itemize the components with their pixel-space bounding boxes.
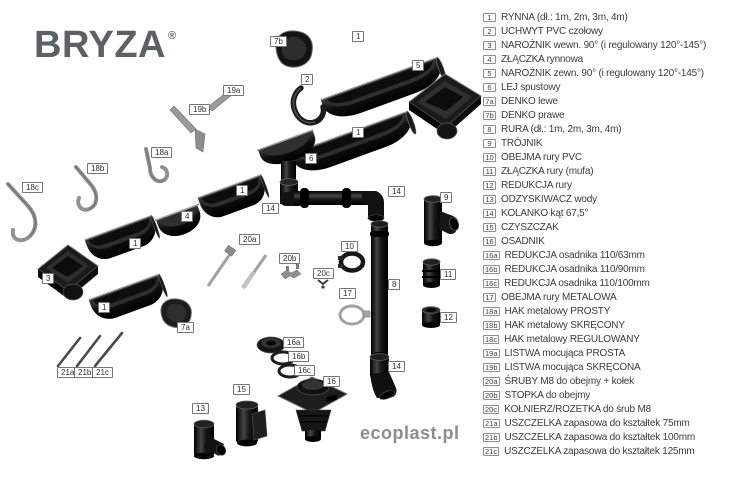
legend-row: [483, 24, 748, 38]
legend-label: USZCZELKA zapasowa do kształtek 75mm: [504, 417, 690, 429]
legend-label: STOPKA do obejmy: [504, 389, 591, 401]
legend-number-box: 9: [483, 139, 496, 148]
legend-row: [483, 444, 748, 458]
part-label-number: 21a: [61, 368, 75, 377]
legend-label: ZŁĄCZKA rury (mufa): [501, 165, 594, 177]
part-label-number: 9: [444, 193, 449, 202]
legend-number-box: 18c: [485, 334, 498, 344]
legend-label: REDUKCJA osadnika 110/63mm: [504, 249, 645, 261]
legend-row: [483, 416, 748, 430]
legend-label: CZYSZCZAK: [501, 221, 559, 233]
part-elbow: [370, 354, 397, 402]
legend-label: HAK metalowy PROSTY: [504, 305, 611, 317]
part-metal-hook-adjustable: [8, 184, 35, 240]
legend-number-box: 21c: [485, 446, 498, 456]
legend-label: OBEJMA rury METALOWA: [501, 291, 617, 303]
legend-row: [483, 234, 748, 248]
part-label-number: 20a: [243, 235, 257, 244]
part-gutter-segment: [85, 215, 162, 264]
part-label-number: 14: [266, 204, 275, 213]
part-inner-corner: [38, 245, 98, 300]
legend-label: UCHWYT PVC czołowy: [501, 25, 603, 37]
legend: [483, 10, 748, 458]
legend-row: [483, 248, 748, 262]
legend-row: [483, 164, 748, 178]
part-label-number: 5: [416, 61, 421, 70]
part-pvc-hook: [293, 88, 323, 123]
part-label-number: 1: [356, 128, 361, 137]
legend-number-box: 5: [483, 69, 496, 78]
legend-row: [483, 332, 748, 346]
part-cleanout: [236, 401, 267, 446]
legend-label: LEJ spustowy: [501, 81, 561, 93]
legend-label: ŚRUBY M8 do obejmy + kołek: [504, 375, 634, 387]
legend-number-box: 13: [483, 195, 496, 204]
legend-number-box: 20b: [485, 390, 498, 400]
legend-row: [483, 136, 748, 150]
watermark-text: ecoplast.pl: [360, 423, 460, 443]
legend-label: ODZYSKIWACZ wody: [501, 193, 597, 205]
legend-number-box: 1: [483, 13, 496, 22]
legend-number-box: 18a: [485, 306, 498, 316]
legend-row: [483, 318, 748, 332]
part-trap-reducer-100: [279, 365, 301, 377]
part-label-number: 4: [185, 212, 190, 221]
legend-number-box: 18b: [485, 320, 498, 330]
part-label-number: 17: [343, 289, 352, 298]
part-trap-reducer-63: [257, 337, 285, 353]
part-metal-hook-twisted: [76, 167, 96, 210]
part-label-number: 21c: [96, 368, 109, 377]
legend-number-box: 2: [483, 27, 496, 36]
part-elbow-assembly: [280, 179, 384, 222]
part-end-cap-right: [276, 31, 313, 67]
legend-row: [483, 52, 748, 66]
part-gaskets: [58, 333, 122, 366]
legend-number-box: 21b: [485, 432, 498, 442]
part-label-number: 16a: [287, 338, 301, 347]
legend-number-box: 16: [483, 237, 496, 246]
legend-row: [483, 374, 748, 388]
legend-number-box: 17: [483, 293, 496, 302]
legend-label: ZŁĄCZKA rynnowa: [501, 53, 584, 65]
part-gutter-segment: [89, 274, 170, 325]
part-metal-hook-straight: [146, 149, 167, 181]
legend-row: [483, 122, 748, 136]
legend-row: [483, 192, 748, 206]
legend-number-box: 20c: [485, 404, 498, 414]
part-label-number: 13: [196, 404, 205, 413]
legend-number-box: 15: [483, 223, 496, 232]
part-label-number: 20c: [317, 269, 330, 278]
part-gutter-segment: [198, 174, 271, 222]
part-label-number: 1: [102, 303, 107, 312]
part-label-number: 18b: [91, 164, 105, 173]
legend-number-box: 10: [483, 153, 496, 162]
legend-row: [483, 388, 748, 402]
part-label-number: 1: [356, 32, 361, 41]
part-end-cap-left: [161, 299, 191, 328]
legend-row: [483, 430, 748, 444]
legend-row: [483, 66, 748, 80]
legend-row: [483, 10, 748, 24]
part-label-number: 18a: [155, 148, 169, 157]
part-label-number: 16c: [298, 366, 311, 375]
legend-number-box: 20a: [485, 376, 498, 386]
legend-label: REDUKCJA rury: [501, 179, 572, 191]
legend-row: [483, 94, 748, 108]
registered-mark: ®: [167, 30, 177, 42]
part-metal-clamp: [340, 306, 370, 324]
legend-row: [483, 38, 748, 52]
legend-row: [483, 206, 748, 220]
legend-number-box: 21a: [485, 418, 498, 428]
part-label-number: 18c: [26, 183, 39, 192]
part-label-number: 8: [392, 280, 397, 289]
part-pvc-clamp: [338, 254, 363, 271]
legend-number-box: 16c: [485, 278, 498, 288]
part-label-number: 1: [240, 186, 245, 195]
part-label-number: 16: [327, 377, 336, 386]
part-sediment-trap: [278, 377, 347, 442]
part-water-recoverer: [194, 420, 228, 459]
legend-number-box: 7b: [483, 111, 496, 120]
legend-number-box: 12: [483, 181, 496, 190]
part-label-number: 21b: [78, 368, 92, 377]
legend-number-box: 19b: [485, 362, 498, 372]
part-mounting-strip-straight: [208, 87, 237, 111]
legend-label: LISTWA mocująca SKRĘCONA: [504, 361, 641, 373]
part-tee: [424, 196, 460, 247]
legend-row: [483, 262, 748, 276]
legend-number-box: 3: [483, 41, 496, 50]
part-label-number: 20b: [283, 254, 297, 263]
legend-number-box: 14: [483, 209, 496, 218]
legend-label: NAROŻNIK wewn. 90° (i regulowany 120°-145°): [501, 39, 707, 51]
part-trap-reducer-90: [272, 352, 294, 364]
part-label-number: 19b: [193, 105, 207, 114]
part-label-number: 19a: [227, 86, 241, 95]
legend-label: HAK metalowy REGULOWANY: [504, 333, 640, 345]
brand-name: BRYZA: [34, 24, 166, 66]
legend-number-box: 16b: [485, 264, 498, 274]
legend-label: RURA (dł.: 1m, 2m, 3m, 4m): [501, 123, 622, 135]
part-label-number: 6: [309, 154, 314, 163]
legend-label: DENKO prawe: [501, 109, 565, 121]
part-clamp-foot: [281, 264, 301, 279]
legend-label: REDUKCJA osadnika 110/100mm: [504, 277, 650, 289]
legend-row: [483, 178, 748, 192]
part-gutter-connector: [154, 204, 207, 242]
legend-label: USZCZELKA zapasowa do kształtek 125mm: [504, 445, 695, 457]
legend-number-box: 11: [483, 167, 496, 176]
part-label-number: 15: [237, 385, 246, 394]
legend-label: OSADNIK: [501, 235, 545, 247]
part-label-number: 7b: [274, 37, 283, 46]
legend-number-box: 7a: [483, 97, 496, 106]
legend-label: TRÓJNIK: [501, 137, 543, 149]
part-label-number: 14: [392, 362, 401, 371]
legend-label: KOLANKO kąt 67,5°: [501, 207, 589, 219]
legend-row: [483, 80, 748, 94]
part-label-number: 12: [444, 313, 453, 322]
part-screws: [208, 245, 266, 288]
legend-label: OBEJMA rury PVC: [501, 151, 582, 163]
part-label-number: 14: [392, 187, 401, 196]
part-pipe-coupler: [422, 259, 441, 288]
legend-row: [483, 346, 748, 360]
legend-row: [483, 360, 748, 374]
legend-label: RYNNA (dł.: 1m, 2m, 3m, 4m): [501, 11, 628, 23]
legend-row: [483, 402, 748, 416]
part-pipe: [370, 221, 389, 358]
legend-row: [483, 220, 748, 234]
part-label-number: 16b: [292, 352, 306, 361]
legend-number-box: 16a: [485, 250, 498, 260]
legend-label: USZCZELKA zapasowa do kształtek 100mm: [504, 431, 695, 443]
legend-row: [483, 290, 748, 304]
legend-row: [483, 304, 748, 318]
legend-row: [483, 108, 748, 122]
legend-number-box: 6: [483, 83, 496, 92]
part-label-number: 3: [46, 274, 51, 283]
part-label-number: 7a: [181, 323, 190, 332]
legend-number-box: 19a: [485, 348, 498, 358]
part-label-number: 2: [305, 75, 310, 84]
part-pipe-reducer: [422, 307, 440, 328]
part-mounting-strip-twisted: [170, 106, 205, 152]
part-rosette: [318, 280, 328, 289]
part-label-number: 1: [133, 239, 138, 248]
part-label-number: 11: [444, 270, 453, 279]
legend-row: [483, 276, 748, 290]
legend-label: REDUKCJA osadnika 110/90mm: [504, 263, 645, 275]
legend-label: LISTWA mocująca PROSTA: [504, 347, 626, 359]
legend-label: KOŁNIERZ/ROZETKA do śrub M8: [504, 403, 651, 415]
legend-number-box: 8: [483, 125, 496, 134]
legend-label: HAK metalowy SKRĘCONY: [504, 319, 625, 331]
part-label-number: 10: [345, 242, 354, 251]
legend-number-box: 4: [483, 55, 496, 64]
legend-label: NAROŻNIK zewn. 90° (i regulowany 120°-145°): [501, 67, 704, 79]
legend-row: [483, 150, 748, 164]
legend-label: DENKO lewe: [501, 95, 558, 107]
